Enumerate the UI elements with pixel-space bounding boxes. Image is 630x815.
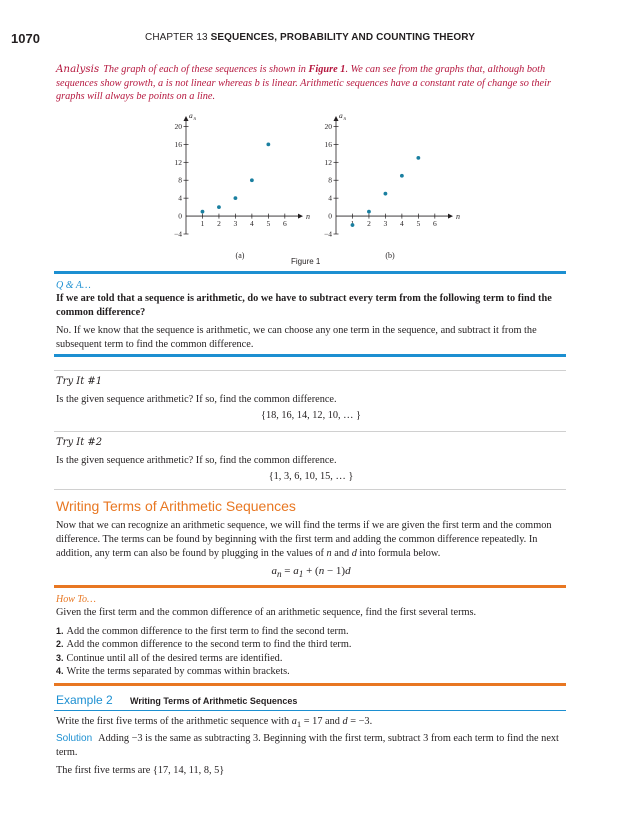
- y-tick-label: 12: [174, 157, 182, 167]
- var-n: n: [326, 548, 332, 559]
- howto-label: How To…: [56, 594, 96, 605]
- howto-step: 3. Continue until all of the desired terms are identified.: [56, 652, 283, 664]
- figure-1-charts: [160, 110, 460, 270]
- data-point: [367, 210, 371, 214]
- y-tick-label: 4: [178, 193, 182, 203]
- data-point: [384, 192, 388, 196]
- y-tick-label: 8: [328, 175, 332, 185]
- data-point: [234, 196, 238, 200]
- x-axis-label: n: [456, 212, 460, 222]
- section-body-text: Now that we can recognize an arithmetic sequence, we will find the terms if we are given the first term and the common difference. The terms can be found by beginning with the first term and adding the common difference repeatedly. In addition, any term can also be found by plugging in the values of: [56, 520, 552, 559]
- y-tick-label: −4: [324, 229, 332, 239]
- y-tick-label: 0: [178, 211, 182, 221]
- try2-top-rule: [54, 431, 566, 432]
- x-tick-label: 6: [432, 219, 437, 229]
- data-point: [400, 174, 404, 178]
- qa-label: Q & A…: [56, 280, 91, 291]
- try1-sequence: {18, 16, 14, 12, 10, … }: [261, 410, 361, 421]
- solution-text: Adding −3 is the same as subtracting 3. Beginning with the first term, subtract 3 from each term to find the next term.: [56, 733, 559, 758]
- x-axis-label: n: [306, 212, 310, 222]
- x-tick-label: 5: [266, 219, 271, 229]
- x-tick-label: 2: [217, 219, 221, 229]
- qa-top-rule: [54, 271, 566, 274]
- example-label: Example 2: [56, 693, 113, 707]
- howto-step: 2. Add the common difference to the second term to find the third term.: [56, 639, 352, 651]
- howto-step: 4. Write the terms separated by commas within brackets.: [56, 665, 290, 677]
- figure-reference: Figure 1: [308, 64, 346, 75]
- x-tick-label: 6: [282, 219, 287, 229]
- try2-sequence: {1, 3, 6, 10, 15, … }: [268, 471, 354, 482]
- chart-a: [174, 111, 310, 260]
- x-tick-label: 3: [233, 219, 238, 229]
- running-header: [145, 32, 475, 43]
- howto-top-rule: [54, 585, 566, 588]
- try2-prompt: Is the given sequence arithmetic? If so, find the common difference.: [56, 455, 337, 466]
- example-conclusion: The first five terms are {17, 14, 11, 8, 5}: [56, 765, 225, 776]
- x-tick-label: 3: [383, 219, 388, 229]
- qa-question: If we are told that a sequence is arithmetic, do we have to subtract every term from the following term to find the common difference?: [56, 293, 552, 318]
- y-tick-label: 20: [174, 121, 182, 131]
- chart-caption: (a): [235, 251, 245, 260]
- y-axis-label: a: [189, 111, 193, 120]
- y-tick-label: 0: [328, 211, 332, 221]
- howto-bottom-rule: [54, 683, 566, 686]
- x-axis-arrow: [448, 214, 453, 219]
- data-point: [250, 178, 254, 182]
- y-axis-label: a: [339, 111, 343, 120]
- x-tick-label: 1: [200, 219, 205, 229]
- y-tick-label: 12: [324, 157, 332, 167]
- qa-bottom-rule: [54, 354, 566, 357]
- howto-steps: [56, 625, 566, 678]
- figure-caption: Figure 1: [291, 257, 321, 266]
- data-point: [416, 156, 420, 160]
- analysis-note: [56, 63, 566, 104]
- y-axis-label-subscript: n: [343, 117, 346, 122]
- chart-caption: (b): [385, 251, 395, 260]
- x-tick-label: 4: [250, 219, 254, 229]
- y-tick-label: 16: [324, 139, 332, 149]
- y-tick-label: 20: [324, 121, 332, 131]
- try2-bottom-rule: [54, 489, 566, 490]
- y-tick-label: 16: [174, 139, 182, 149]
- and-word: and: [331, 548, 352, 559]
- howto-step: 1. Add the common difference to the first term to find the second term.: [56, 626, 349, 637]
- chapter-label: CHAPTER 13: [145, 32, 208, 43]
- x-tick-label: 4: [400, 219, 404, 229]
- example-solution: [56, 732, 566, 760]
- example-title: Writing Terms of Arithmetic Sequences: [130, 696, 298, 706]
- chapter-title: SEQUENCES, PROBABILITY AND COUNTING THEORY: [210, 32, 475, 43]
- y-axis-arrow: [334, 116, 339, 121]
- analysis-text-after: . We can see from the graphs that, although both sequences show growth, a is not linear whereas b is linear. Arithmetic sequences have a constant rate of change so their graphs will always be points on a line.: [56, 64, 551, 103]
- data-point: [351, 223, 355, 227]
- howto-intro: Given the first term and the common difference of an arithmetic sequence, find the first several terms.: [56, 607, 477, 618]
- qa-answer: No. If we know that the sequence is arithmetic, we can choose any one term in the sequence, and subtract it from the subsequent term to find the common difference.: [56, 325, 537, 350]
- data-point: [266, 143, 270, 147]
- y-axis-label-subscript: n: [193, 117, 196, 122]
- x-tick-label: 2: [367, 219, 371, 229]
- x-axis-arrow: [298, 214, 303, 219]
- section-body: [56, 519, 566, 561]
- try1-prompt: Is the given sequence arithmetic? If so, find the common difference.: [56, 394, 337, 405]
- section-body-end: into formula below.: [356, 548, 441, 559]
- chart-b: [324, 111, 460, 260]
- x-tick-label: 5: [416, 219, 421, 229]
- var-d: d: [351, 548, 357, 559]
- try1-top-rule: [54, 370, 566, 371]
- solution-label: Solution: [56, 733, 93, 744]
- analysis-text-before: The graph of each of these sequences is shown in: [103, 64, 309, 75]
- general-term-formula: $a_n = a_1 + (n - 1)d$: [271, 565, 351, 580]
- example-prompt: Write the first five terms of the arithmetic sequence with $a_1 = 17$ and d = −3.: [56, 716, 373, 730]
- y-tick-label: −4: [174, 229, 182, 239]
- y-tick-label: 8: [178, 175, 182, 185]
- analysis-label: Analysis: [56, 63, 100, 75]
- example-rule: [54, 710, 566, 711]
- y-tick-label: 4: [328, 193, 332, 203]
- y-axis-arrow: [184, 116, 189, 121]
- page-number: 1070: [11, 31, 40, 46]
- section-title: Writing Terms of Arithmetic Sequences: [56, 498, 296, 514]
- data-point: [217, 205, 221, 209]
- try1-label: Try It #1: [56, 376, 103, 387]
- data-point: [201, 210, 205, 214]
- try2-label: Try It #2: [56, 437, 103, 448]
